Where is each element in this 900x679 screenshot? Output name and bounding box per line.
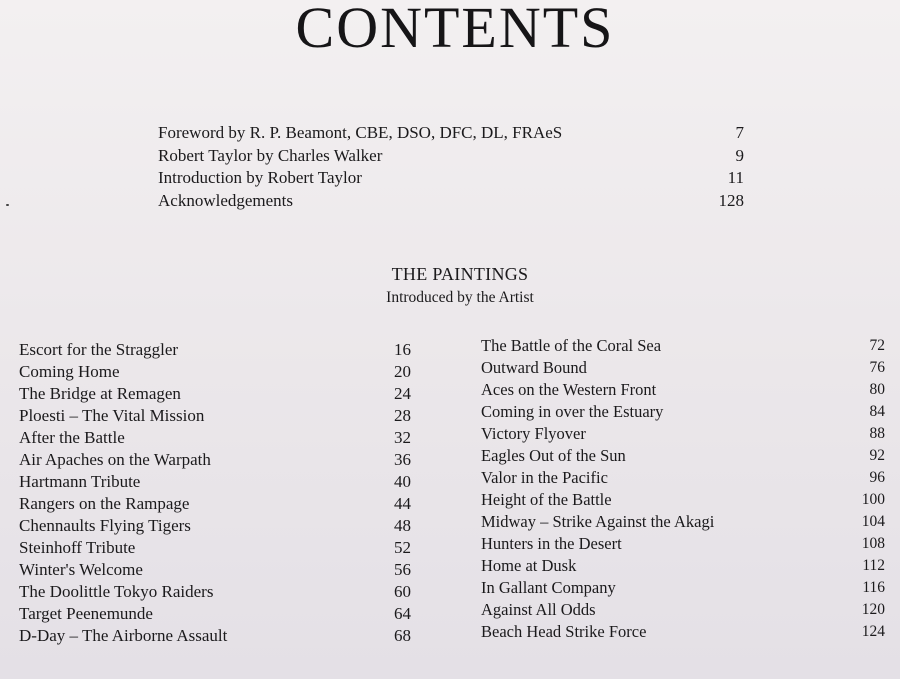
entry-label: In Gallant Company: [481, 578, 616, 597]
entry-label: Rangers on the Rampage: [19, 494, 190, 513]
painting-entry: [481, 555, 885, 577]
painting-entry: [481, 445, 885, 467]
painting-entry: [481, 379, 885, 401]
entry-label: D-Day – The Airborne Assault: [19, 626, 228, 645]
entry-page: 48: [394, 516, 411, 535]
entry-label: After the Battle: [19, 428, 125, 447]
painting-entry: [481, 621, 885, 643]
entry-page: 116: [862, 579, 885, 596]
entry-page: 40: [394, 472, 411, 491]
entry-label: Valor in the Pacific: [481, 468, 608, 487]
entry-label: Home at Dusk: [481, 556, 577, 575]
painting-entry: [19, 537, 411, 559]
entry-label: Chennaults Flying Tigers: [19, 516, 191, 535]
entry-page: 7: [735, 123, 744, 142]
painting-entry: [19, 559, 411, 581]
painting-entry: [19, 339, 411, 361]
entry-page: 32: [394, 428, 411, 447]
painting-entry: [481, 489, 885, 511]
entry-label: Coming in over the Estuary: [481, 402, 664, 421]
paintings-left-column: [19, 339, 411, 647]
entry-label: Victory Flyover: [481, 424, 586, 443]
entry-page: 100: [861, 491, 885, 508]
entry-page: 84: [869, 403, 885, 420]
entry-page: 44: [394, 494, 411, 513]
entry-page: 96: [869, 469, 885, 486]
entry-page: 11: [727, 168, 744, 187]
entry-page: 88: [869, 425, 885, 442]
entry-page: 56: [394, 560, 411, 579]
entry-page: 68: [394, 626, 411, 645]
painting-entry: [19, 493, 411, 515]
painting-entry: [19, 449, 411, 471]
painting-entry: [481, 577, 885, 599]
painting-entry: [481, 467, 885, 489]
entry-label: Beach Head Strike Force: [481, 622, 647, 641]
entry-label: Escort for the Straggler: [19, 340, 179, 359]
entry-page: 52: [394, 538, 411, 557]
entry-page: 72: [869, 337, 885, 354]
entry-page: 36: [394, 450, 411, 469]
section-title: THE PAINTINGS: [391, 264, 529, 284]
entry-page: 124: [861, 623, 885, 640]
front-matter-item: [158, 190, 748, 213]
entry-label: Aces on the Western Front: [481, 380, 657, 399]
painting-entry: [481, 511, 885, 533]
entry-page: 92: [869, 447, 885, 464]
entry-label: Coming Home: [19, 362, 120, 381]
painting-entry: [481, 533, 885, 555]
painting-entry: [19, 625, 411, 647]
painting-entry: [481, 423, 885, 445]
entry-page: 64: [394, 604, 411, 623]
entry-page: 16: [394, 340, 411, 359]
entry-page: 120: [861, 601, 885, 618]
entry-page: 9: [735, 145, 744, 165]
entry-label: Air Apaches on the Warpath: [19, 450, 211, 469]
painting-entry: [19, 603, 411, 625]
entry-label: Height of the Battle: [481, 490, 612, 509]
painting-entry: [19, 471, 411, 493]
entry-page: 108: [861, 535, 885, 552]
paintings-right-column: [481, 335, 885, 643]
painting-entry: [19, 427, 411, 449]
entry-label: Target Peenemunde: [19, 604, 153, 623]
entry-page: 24: [394, 384, 411, 403]
entry-page: 20: [394, 362, 411, 381]
entry-page: 104: [861, 513, 885, 530]
painting-entry: [19, 515, 411, 537]
entry-label: Winter's Welcome: [19, 560, 143, 579]
entry-page: 76: [869, 359, 885, 376]
front-matter-item: [158, 122, 748, 145]
entry-label: Eagles Out of the Sun: [481, 446, 626, 465]
painting-entry: [481, 335, 885, 357]
entry-page: 80: [869, 381, 885, 398]
entry-label: Foreword by R. P. Beamont, CBE, DSO, DFC, DL, FRAeS: [158, 123, 563, 142]
print-speck: [6, 204, 9, 206]
entry-label: Acknowledgements: [158, 190, 294, 210]
painting-entry: [19, 581, 411, 603]
entry-label: Robert Taylor by Charles Walker: [158, 145, 383, 165]
entry-label: Introduction by Robert Taylor: [158, 168, 362, 187]
entry-label: Hunters in the Desert: [481, 534, 622, 553]
entry-label: The Bridge at Remagen: [19, 384, 181, 403]
front-matter-item: [158, 167, 748, 190]
entry-page: 128: [718, 190, 744, 210]
entry-page: 112: [862, 557, 885, 574]
front-matter-item: [158, 145, 748, 168]
painting-entry: [19, 405, 411, 427]
entry-label: Steinhoff Tribute: [19, 538, 136, 557]
entry-label: Ploesti – The Vital Mission: [19, 406, 205, 425]
front-matter-list: [158, 122, 748, 212]
entry-label: The Doolittle Tokyo Raiders: [19, 582, 214, 601]
page-title: CONTENTS: [295, 0, 615, 60]
entry-label: Hartmann Tribute: [19, 472, 141, 491]
painting-entry: [19, 361, 411, 383]
section-subtitle: Introduced by the Artist: [386, 289, 534, 306]
entry-label: Midway – Strike Against the Akagi: [481, 512, 715, 531]
entry-page: 28: [394, 406, 411, 425]
painting-entry: [481, 357, 885, 379]
painting-entry: [19, 383, 411, 405]
entry-label: The Battle of the Coral Sea: [481, 336, 662, 355]
entry-page: 60: [394, 582, 411, 601]
entry-label: Outward Bound: [481, 358, 587, 377]
painting-entry: [481, 401, 885, 423]
painting-entry: [481, 599, 885, 621]
entry-label: Against All Odds: [481, 600, 596, 619]
